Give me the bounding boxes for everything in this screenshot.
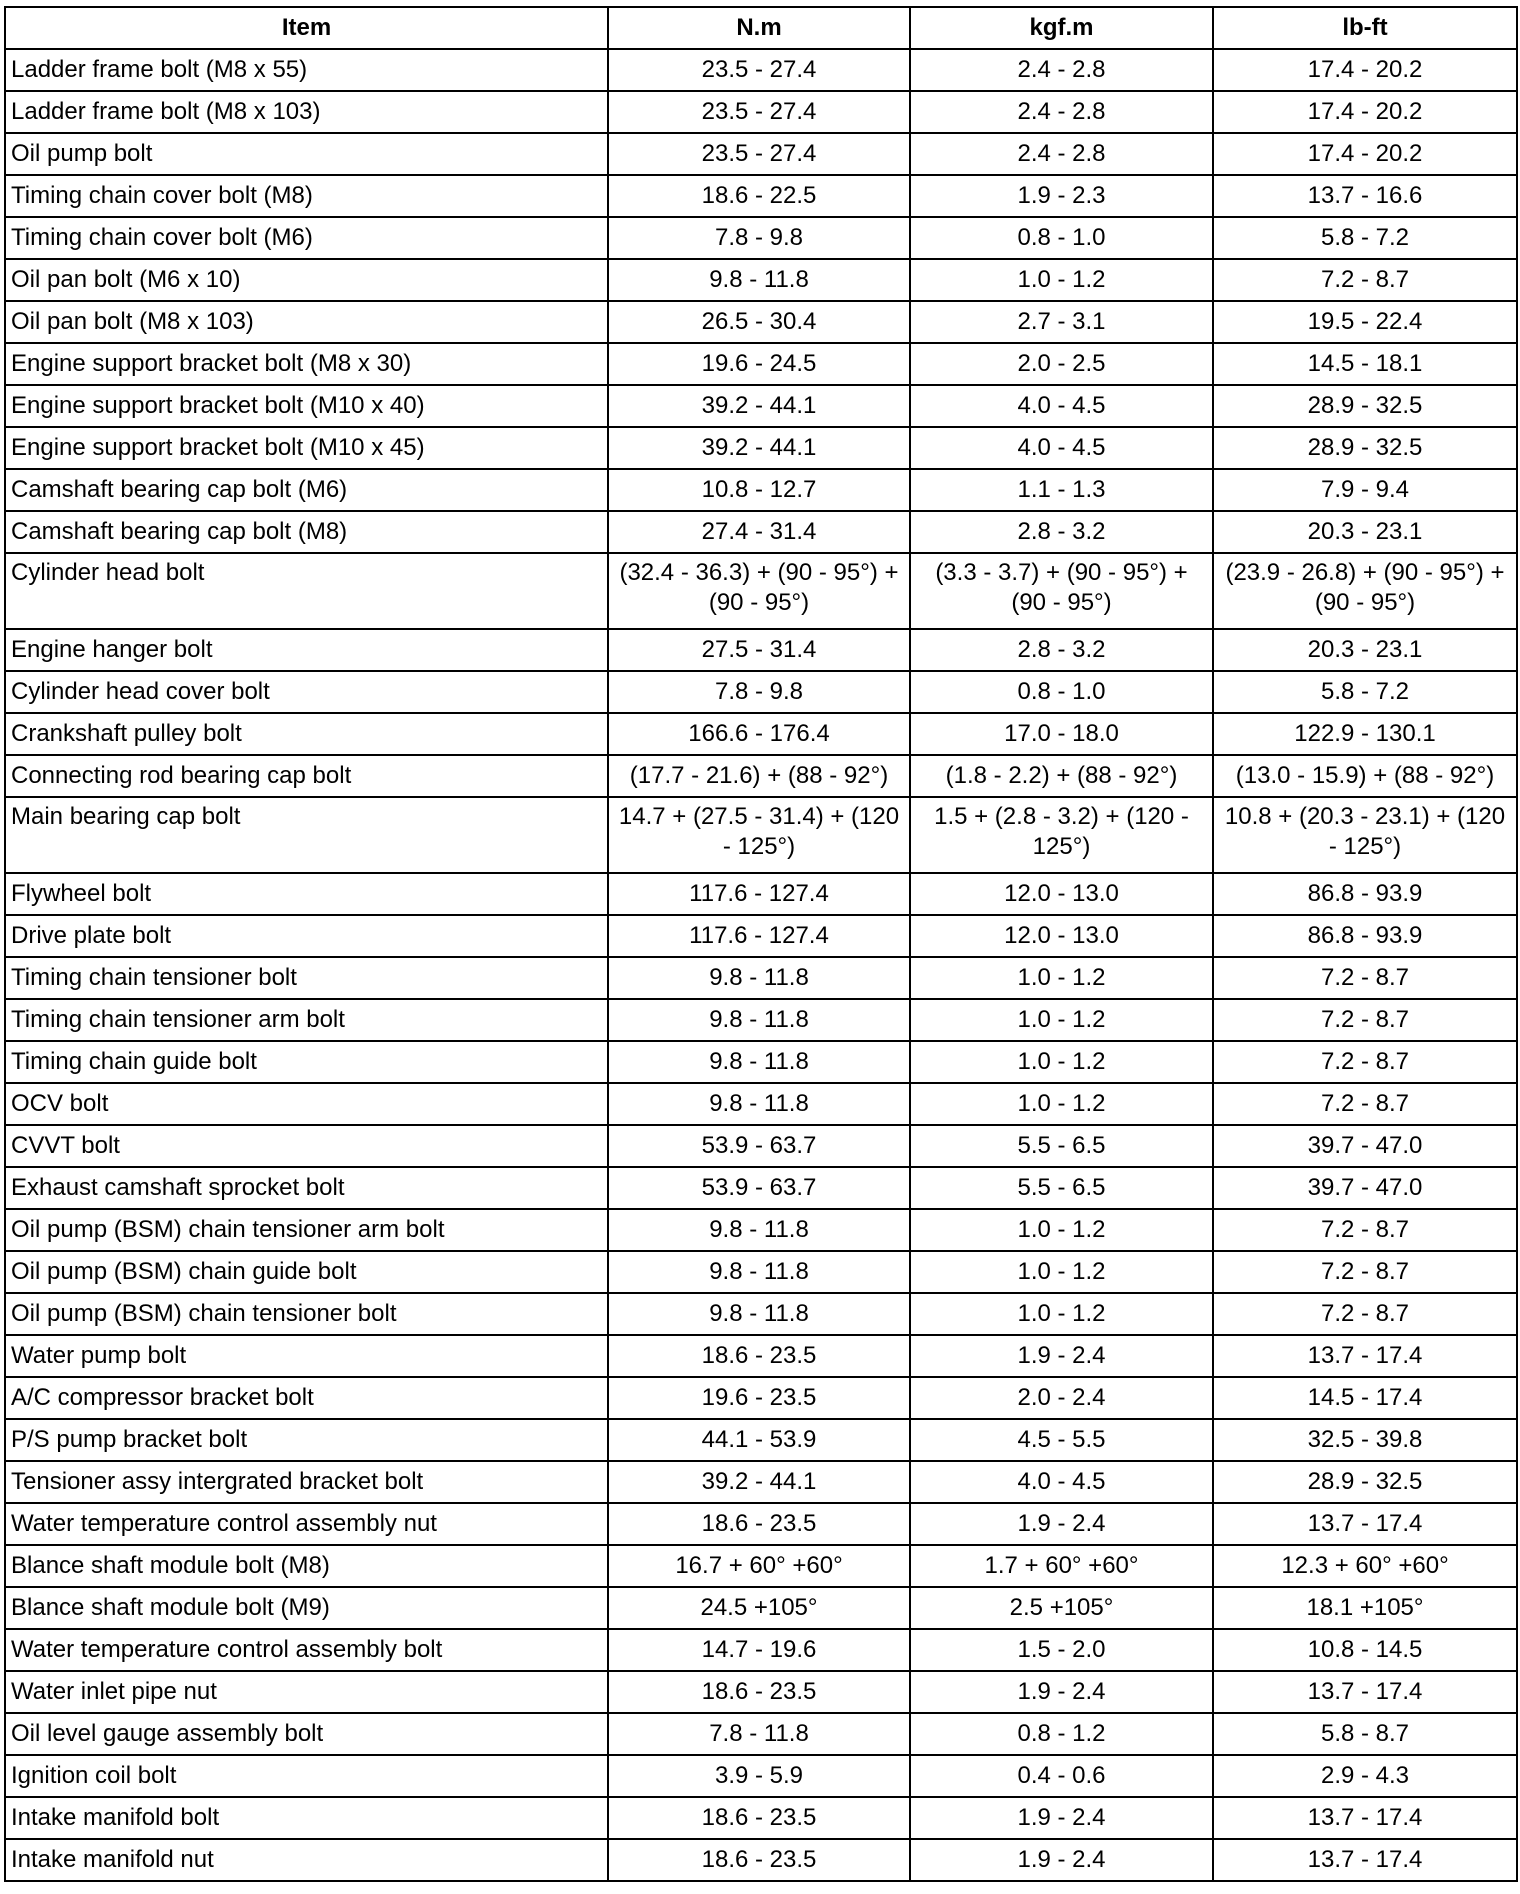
cell-item: Blance shaft module bolt (M8) xyxy=(5,1545,608,1587)
cell-item: Cylinder head cover bolt xyxy=(5,671,608,713)
cell-item: Engine support bracket bolt (M10 x 40) xyxy=(5,385,608,427)
table-row xyxy=(5,671,1517,713)
cell-kgf: 0.8 - 1.0 xyxy=(910,217,1213,259)
cell-lbft: 13.7 - 16.6 xyxy=(1213,175,1517,217)
cell-lbft: 28.9 - 32.5 xyxy=(1213,385,1517,427)
table-row xyxy=(5,915,1517,957)
cell-item: Timing chain tensioner bolt xyxy=(5,957,608,999)
table-row xyxy=(5,1251,1517,1293)
table-row xyxy=(5,217,1517,259)
cell-lbft: 20.3 - 23.1 xyxy=(1213,511,1517,553)
table-row xyxy=(5,1839,1517,1881)
cell-lbft: 7.2 - 8.7 xyxy=(1213,957,1517,999)
cell-nm: 44.1 - 53.9 xyxy=(608,1419,910,1461)
cell-item: Blance shaft module bolt (M9) xyxy=(5,1587,608,1629)
cell-lbft: 7.2 - 8.7 xyxy=(1213,1083,1517,1125)
cell-nm: 27.5 - 31.4 xyxy=(608,629,910,671)
cell-kgf: 1.0 - 1.2 xyxy=(910,957,1213,999)
cell-lbft: 39.7 - 47.0 xyxy=(1213,1167,1517,1209)
table-row xyxy=(5,1545,1517,1587)
cell-nm: 23.5 - 27.4 xyxy=(608,91,910,133)
cell-kgf: 1.9 - 2.3 xyxy=(910,175,1213,217)
cell-nm: 26.5 - 30.4 xyxy=(608,301,910,343)
cell-nm: 7.8 - 11.8 xyxy=(608,1713,910,1755)
table-row xyxy=(5,1293,1517,1335)
table-row xyxy=(5,385,1517,427)
cell-kgf: (3.3 - 3.7) + (90 - 95°) + (90 - 95°) xyxy=(910,553,1213,629)
torque-spec-table xyxy=(4,6,1518,1882)
table-row xyxy=(5,1167,1517,1209)
cell-nm: 10.8 - 12.7 xyxy=(608,469,910,511)
cell-item: OCV bolt xyxy=(5,1083,608,1125)
table-row xyxy=(5,259,1517,301)
table-row xyxy=(5,1209,1517,1251)
cell-kgf: 1.0 - 1.2 xyxy=(910,1083,1213,1125)
cell-kgf: (1.8 - 2.2) + (88 - 92°) xyxy=(910,755,1213,797)
cell-item: Timing chain cover bolt (M6) xyxy=(5,217,608,259)
cell-kgf: 2.4 - 2.8 xyxy=(910,133,1213,175)
cell-item: Camshaft bearing cap bolt (M6) xyxy=(5,469,608,511)
cell-lbft: 17.4 - 20.2 xyxy=(1213,49,1517,91)
table-row xyxy=(5,1083,1517,1125)
cell-nm: 39.2 - 44.1 xyxy=(608,427,910,469)
cell-item: Camshaft bearing cap bolt (M8) xyxy=(5,511,608,553)
cell-lbft: 7.2 - 8.7 xyxy=(1213,1293,1517,1335)
cell-nm: 9.8 - 11.8 xyxy=(608,1209,910,1251)
cell-nm: 24.5 +105° xyxy=(608,1587,910,1629)
cell-lbft: 5.8 - 7.2 xyxy=(1213,217,1517,259)
table-row xyxy=(5,1587,1517,1629)
cell-lbft: 20.3 - 23.1 xyxy=(1213,629,1517,671)
cell-lbft: 19.5 - 22.4 xyxy=(1213,301,1517,343)
table-row xyxy=(5,755,1517,797)
table-row xyxy=(5,713,1517,755)
table-row xyxy=(5,1419,1517,1461)
cell-lbft: 7.2 - 8.7 xyxy=(1213,1041,1517,1083)
cell-lbft: 5.8 - 7.2 xyxy=(1213,671,1517,713)
cell-item: Engine support bracket bolt (M8 x 30) xyxy=(5,343,608,385)
cell-kgf: 1.9 - 2.4 xyxy=(910,1503,1213,1545)
cell-kgf: 1.0 - 1.2 xyxy=(910,1209,1213,1251)
cell-item: Flywheel bolt xyxy=(5,873,608,915)
table-row xyxy=(5,1125,1517,1167)
table-row xyxy=(5,1797,1517,1839)
cell-item: Oil pump bolt xyxy=(5,133,608,175)
cell-nm: 18.6 - 23.5 xyxy=(608,1671,910,1713)
cell-nm: 18.6 - 23.5 xyxy=(608,1503,910,1545)
cell-item: Oil pump (BSM) chain tensioner arm bolt xyxy=(5,1209,608,1251)
table-row xyxy=(5,469,1517,511)
table-row xyxy=(5,1461,1517,1503)
table-row xyxy=(5,133,1517,175)
cell-item: A/C compressor bracket bolt xyxy=(5,1377,608,1419)
cell-item: P/S pump bracket bolt xyxy=(5,1419,608,1461)
cell-item: Timing chain tensioner arm bolt xyxy=(5,999,608,1041)
cell-nm: 27.4 - 31.4 xyxy=(608,511,910,553)
cell-item: Drive plate bolt xyxy=(5,915,608,957)
cell-nm: 18.6 - 23.5 xyxy=(608,1335,910,1377)
cell-kgf: 2.8 - 3.2 xyxy=(910,629,1213,671)
table-row xyxy=(5,1503,1517,1545)
table-row xyxy=(5,1335,1517,1377)
cell-nm: 7.8 - 9.8 xyxy=(608,671,910,713)
cell-lbft: 7.2 - 8.7 xyxy=(1213,1251,1517,1293)
cell-lbft: 17.4 - 20.2 xyxy=(1213,133,1517,175)
cell-item: Crankshaft pulley bolt xyxy=(5,713,608,755)
cell-item: Water pump bolt xyxy=(5,1335,608,1377)
cell-nm: 9.8 - 11.8 xyxy=(608,1251,910,1293)
cell-lbft: 28.9 - 32.5 xyxy=(1213,1461,1517,1503)
cell-nm: 3.9 - 5.9 xyxy=(608,1755,910,1797)
cell-nm: 19.6 - 24.5 xyxy=(608,343,910,385)
cell-item: Oil pan bolt (M8 x 103) xyxy=(5,301,608,343)
cell-nm: 23.5 - 27.4 xyxy=(608,49,910,91)
cell-nm: 9.8 - 11.8 xyxy=(608,259,910,301)
cell-kgf: 4.5 - 5.5 xyxy=(910,1419,1213,1461)
cell-nm: 18.6 - 23.5 xyxy=(608,1797,910,1839)
table-row xyxy=(5,873,1517,915)
cell-lbft: 7.2 - 8.7 xyxy=(1213,1209,1517,1251)
cell-nm: 18.6 - 23.5 xyxy=(608,1839,910,1881)
cell-kgf: 12.0 - 13.0 xyxy=(910,915,1213,957)
cell-kgf: 1.1 - 1.3 xyxy=(910,469,1213,511)
cell-lbft: 7.9 - 9.4 xyxy=(1213,469,1517,511)
cell-lbft: (13.0 - 15.9) + (88 - 92°) xyxy=(1213,755,1517,797)
cell-item: Oil pump (BSM) chain tensioner bolt xyxy=(5,1293,608,1335)
cell-nm: 19.6 - 23.5 xyxy=(608,1377,910,1419)
table-row xyxy=(5,629,1517,671)
cell-nm: 9.8 - 11.8 xyxy=(608,1083,910,1125)
cell-nm: 9.8 - 11.8 xyxy=(608,957,910,999)
cell-nm: 53.9 - 63.7 xyxy=(608,1125,910,1167)
cell-nm: 53.9 - 63.7 xyxy=(608,1167,910,1209)
cell-kgf: 1.9 - 2.4 xyxy=(910,1797,1213,1839)
cell-item: Ladder frame bolt (M8 x 55) xyxy=(5,49,608,91)
cell-lbft: 32.5 - 39.8 xyxy=(1213,1419,1517,1461)
cell-lbft: 28.9 - 32.5 xyxy=(1213,427,1517,469)
cell-lbft: 12.3 + 60° +60° xyxy=(1213,1545,1517,1587)
cell-lbft: 10.8 + (20.3 - 23.1) + (120 - 125°) xyxy=(1213,797,1517,873)
cell-nm: 18.6 - 22.5 xyxy=(608,175,910,217)
cell-item: Water inlet pipe nut xyxy=(5,1671,608,1713)
cell-nm: 9.8 - 11.8 xyxy=(608,999,910,1041)
table-row xyxy=(5,301,1517,343)
cell-lbft: 2.9 - 4.3 xyxy=(1213,1755,1517,1797)
table-row xyxy=(5,999,1517,1041)
cell-item: Engine hanger bolt xyxy=(5,629,608,671)
cell-item: Oil pump (BSM) chain guide bolt xyxy=(5,1251,608,1293)
cell-kgf: 4.0 - 4.5 xyxy=(910,1461,1213,1503)
table-row xyxy=(5,1755,1517,1797)
cell-kgf: 1.9 - 2.4 xyxy=(910,1839,1213,1881)
cell-nm: 9.8 - 11.8 xyxy=(608,1041,910,1083)
cell-lbft: 13.7 - 17.4 xyxy=(1213,1839,1517,1881)
cell-item: Connecting rod bearing cap bolt xyxy=(5,755,608,797)
cell-item: Exhaust camshaft sprocket bolt xyxy=(5,1167,608,1209)
cell-kgf: 0.8 - 1.2 xyxy=(910,1713,1213,1755)
cell-kgf: 2.4 - 2.8 xyxy=(910,49,1213,91)
cell-kgf: 2.8 - 3.2 xyxy=(910,511,1213,553)
cell-lbft: 17.4 - 20.2 xyxy=(1213,91,1517,133)
cell-nm: (17.7 - 21.6) + (88 - 92°) xyxy=(608,755,910,797)
table-row xyxy=(5,1713,1517,1755)
cell-item: Oil pan bolt (M6 x 10) xyxy=(5,259,608,301)
cell-item: Cylinder head bolt xyxy=(5,553,608,629)
cell-lbft: 5.8 - 8.7 xyxy=(1213,1713,1517,1755)
table-row xyxy=(5,91,1517,133)
cell-kgf: 0.8 - 1.0 xyxy=(910,671,1213,713)
cell-kgf: 2.5 +105° xyxy=(910,1587,1213,1629)
table-row xyxy=(5,1041,1517,1083)
cell-kgf: 2.0 - 2.4 xyxy=(910,1377,1213,1419)
cell-item: Water temperature control assembly bolt xyxy=(5,1629,608,1671)
cell-item: Engine support bracket bolt (M10 x 45) xyxy=(5,427,608,469)
table-row xyxy=(5,427,1517,469)
cell-nm: 14.7 - 19.6 xyxy=(608,1629,910,1671)
cell-nm: 7.8 - 9.8 xyxy=(608,217,910,259)
cell-item: Tensioner assy intergrated bracket bolt xyxy=(5,1461,608,1503)
cell-nm: 117.6 - 127.4 xyxy=(608,915,910,957)
cell-lbft: (23.9 - 26.8) + (90 - 95°) + (90 - 95°) xyxy=(1213,553,1517,629)
table-row xyxy=(5,553,1517,629)
table-row xyxy=(5,49,1517,91)
cell-kgf: 2.7 - 3.1 xyxy=(910,301,1213,343)
cell-item: Ladder frame bolt (M8 x 103) xyxy=(5,91,608,133)
cell-kgf: 1.0 - 1.2 xyxy=(910,259,1213,301)
cell-item: CVVT bolt xyxy=(5,1125,608,1167)
cell-nm: 166.6 - 176.4 xyxy=(608,713,910,755)
cell-kgf: 1.0 - 1.2 xyxy=(910,1041,1213,1083)
table-row xyxy=(5,511,1517,553)
cell-item: Intake manifold bolt xyxy=(5,1797,608,1839)
cell-lbft: 13.7 - 17.4 xyxy=(1213,1671,1517,1713)
cell-kgf: 12.0 - 13.0 xyxy=(910,873,1213,915)
cell-lbft: 10.8 - 14.5 xyxy=(1213,1629,1517,1671)
cell-lbft: 14.5 - 17.4 xyxy=(1213,1377,1517,1419)
cell-kgf: 1.5 + (2.8 - 3.2) + (120 - 125°) xyxy=(910,797,1213,873)
cell-item: Intake manifold nut xyxy=(5,1839,608,1881)
cell-kgf: 2.0 - 2.5 xyxy=(910,343,1213,385)
cell-kgf: 1.0 - 1.2 xyxy=(910,1293,1213,1335)
cell-nm: 117.6 - 127.4 xyxy=(608,873,910,915)
cell-lbft: 13.7 - 17.4 xyxy=(1213,1503,1517,1545)
table-row xyxy=(5,797,1517,873)
cell-item: Timing chain guide bolt xyxy=(5,1041,608,1083)
cell-item: Main bearing cap bolt xyxy=(5,797,608,873)
table-row xyxy=(5,175,1517,217)
cell-lbft: 86.8 - 93.9 xyxy=(1213,915,1517,957)
cell-lbft: 18.1 +105° xyxy=(1213,1587,1517,1629)
cell-kgf: 1.5 - 2.0 xyxy=(910,1629,1213,1671)
cell-nm: 23.5 - 27.4 xyxy=(608,133,910,175)
cell-kgf: 4.0 - 4.5 xyxy=(910,385,1213,427)
cell-kgf: 0.4 - 0.6 xyxy=(910,1755,1213,1797)
cell-item: Oil level gauge assembly bolt xyxy=(5,1713,608,1755)
table-row xyxy=(5,343,1517,385)
cell-lbft: 86.8 - 93.9 xyxy=(1213,873,1517,915)
cell-kgf: 1.7 + 60° +60° xyxy=(910,1545,1213,1587)
cell-kgf: 17.0 - 18.0 xyxy=(910,713,1213,755)
cell-item: Ignition coil bolt xyxy=(5,1755,608,1797)
cell-lbft: 122.9 - 130.1 xyxy=(1213,713,1517,755)
table-row xyxy=(5,1629,1517,1671)
header-item: Item xyxy=(5,7,608,49)
cell-nm: 16.7 + 60° +60° xyxy=(608,1545,910,1587)
cell-kgf: 1.9 - 2.4 xyxy=(910,1335,1213,1377)
cell-kgf: 2.4 - 2.8 xyxy=(910,91,1213,133)
header-lbft: lb-ft xyxy=(1213,7,1517,49)
table-row xyxy=(5,1671,1517,1713)
cell-nm: 14.7 + (27.5 - 31.4) + (120 - 125°) xyxy=(608,797,910,873)
cell-kgf: 5.5 - 6.5 xyxy=(910,1167,1213,1209)
table-row xyxy=(5,957,1517,999)
cell-kgf: 1.0 - 1.2 xyxy=(910,1251,1213,1293)
cell-item: Water temperature control assembly nut xyxy=(5,1503,608,1545)
cell-lbft: 13.7 - 17.4 xyxy=(1213,1335,1517,1377)
cell-lbft: 39.7 - 47.0 xyxy=(1213,1125,1517,1167)
cell-lbft: 14.5 - 18.1 xyxy=(1213,343,1517,385)
cell-kgf: 1.0 - 1.2 xyxy=(910,999,1213,1041)
cell-item: Timing chain cover bolt (M8) xyxy=(5,175,608,217)
cell-nm: 9.8 - 11.8 xyxy=(608,1293,910,1335)
cell-nm: (32.4 - 36.3) + (90 - 95°) + (90 - 95°) xyxy=(608,553,910,629)
cell-kgf: 1.9 - 2.4 xyxy=(910,1671,1213,1713)
header-nm: N.m xyxy=(608,7,910,49)
cell-lbft: 7.2 - 8.7 xyxy=(1213,259,1517,301)
header-kgf: kgf.m xyxy=(910,7,1213,49)
cell-nm: 39.2 - 44.1 xyxy=(608,385,910,427)
cell-nm: 39.2 - 44.1 xyxy=(608,1461,910,1503)
table-body xyxy=(5,49,1517,1881)
cell-lbft: 7.2 - 8.7 xyxy=(1213,999,1517,1041)
cell-kgf: 5.5 - 6.5 xyxy=(910,1125,1213,1167)
cell-kgf: 4.0 - 4.5 xyxy=(910,427,1213,469)
header-row xyxy=(5,7,1517,49)
table-row xyxy=(5,1377,1517,1419)
cell-lbft: 13.7 - 17.4 xyxy=(1213,1797,1517,1839)
